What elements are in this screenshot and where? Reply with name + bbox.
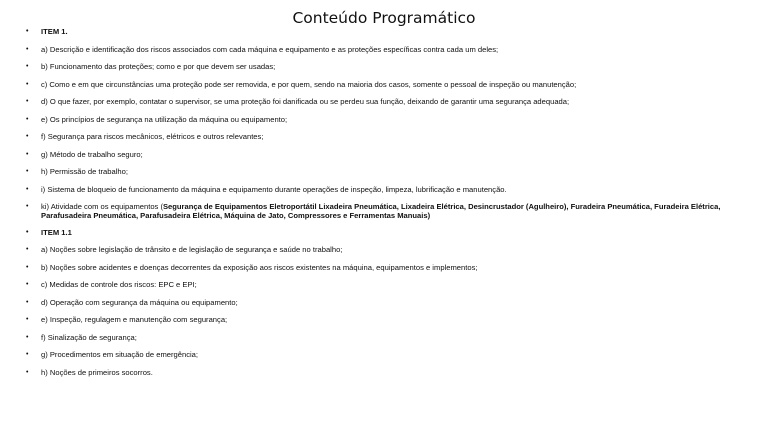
list-item <box>26 298 760 307</box>
list-item <box>26 150 760 159</box>
bullet-icon: • <box>26 246 29 254</box>
list-item <box>26 202 760 221</box>
list-item-text: c) Medidas de controle dos riscos: EPC e EPI; <box>41 280 197 290</box>
bullet-icon: • <box>26 28 29 35</box>
bullet-icon: • <box>26 263 29 271</box>
list-item-text: c) Como e em que circunstâncias uma proteção pode ser removida, e por quem, sendo na maioria dos casos, somente o pessoal de inspeção ou manutenção; <box>41 79 577 89</box>
list-item <box>26 333 760 342</box>
list-item-text: h) Noções de primeiros socorros. <box>41 367 153 377</box>
bullet-icon: • <box>26 203 29 210</box>
list-item <box>26 245 760 254</box>
list-item-text: e) Os princípios de segurança na utilização da máquina ou equipamento; <box>41 114 288 124</box>
list-item <box>26 263 760 272</box>
list-item <box>26 45 760 54</box>
list-item-text: b) Noções sobre acidentes e doenças decorrentes da exposição aos riscos existentes na máquina, equipamentos e implementos; <box>41 262 478 272</box>
bullet-icon: • <box>26 185 29 193</box>
bullet-icon: • <box>26 333 29 341</box>
bullet-icon: • <box>26 80 29 88</box>
list-item-text: g) Método de trabalho seguro; <box>41 149 143 159</box>
list-item-text: f) Sinalização de segurança; <box>41 332 137 342</box>
list-item <box>26 228 760 237</box>
list-item-text: a) Noções sobre legislação de trânsito e de legislação de segurança e saúde no trabalho; <box>41 245 343 255</box>
bullet-icon: • <box>26 168 29 175</box>
list-item <box>26 315 760 324</box>
list-item-text: f) Segurança para riscos mecânicos, elétricos e outros relevantes; <box>41 132 264 141</box>
bullet-icon: • <box>26 228 29 236</box>
list-item-text: g) Procedimentos em situação de emergência; <box>41 350 199 360</box>
list-item-text: a) Descrição e identificação dos riscos associados com cada máquina e equipamento e as proteções específicas contra cada um deles; <box>41 44 499 54</box>
bullet-icon: • <box>26 45 29 53</box>
bullet-icon: • <box>26 133 29 140</box>
list-item-text: b) Funcionamento das proteções; como e por que devem ser usadas; <box>41 62 276 71</box>
slide-title: Conteúdo Programático <box>292 9 476 27</box>
bullet-icon: • <box>26 63 29 70</box>
bullet-icon: • <box>26 115 29 123</box>
list-item <box>26 280 760 289</box>
list-item-text: i) Sistema de bloqueio de funcionamento da máquina e equipamento durante operações de inspeção, limpeza, lubrificação e manutenção. <box>41 184 507 194</box>
list-item <box>26 27 760 36</box>
list-item <box>26 350 760 359</box>
list-item-text: ITEM 1. <box>41 27 68 36</box>
list-item-text: h) Permissão de trabalho; <box>41 167 128 176</box>
list-item <box>26 115 760 124</box>
list-item-text: d) O que fazer, por exemplo, contatar o supervisor, se uma proteção foi danificada ou se perdeu sua função, deixando de garantir uma segurança adequada; <box>41 97 570 106</box>
list-item <box>26 80 760 89</box>
bullet-icon: • <box>26 281 29 289</box>
list-item <box>26 62 760 71</box>
list-item-text: d) Operação com segurança da máquina ou equipamento; <box>41 297 238 307</box>
bullet-icon: • <box>26 368 29 376</box>
list-item <box>26 185 760 194</box>
list-item <box>26 97 760 106</box>
bullet-icon: • <box>26 98 29 105</box>
list-item-text: ITEM 1.1 <box>41 227 72 237</box>
bullet-icon: • <box>26 351 29 359</box>
list-item-bold-text: Segurança de Equipamentos Eletroportátil Lixadeira Pneumática, Lixadeira Elétrica, Desincrustador (Agulheiro), Furadeira Pneumática, Furadeira Elétrica, Parafusadeira Pneumática, Parafusadeira Elétrica, Máquina de Jato, Compressores e Ferramentas Manuais) <box>41 202 721 221</box>
bullet-icon: • <box>26 316 29 324</box>
list-item-text: e) Inspeção, regulagem e manutenção com segurança; <box>41 315 228 325</box>
content-list <box>26 27 760 385</box>
bullet-icon: • <box>26 298 29 306</box>
list-item-text: ki) Atividade com os equipamentos ( <box>41 202 163 211</box>
list-item <box>26 132 760 141</box>
list-item <box>26 368 760 377</box>
bullet-icon: • <box>26 150 29 158</box>
list-item <box>26 167 760 176</box>
